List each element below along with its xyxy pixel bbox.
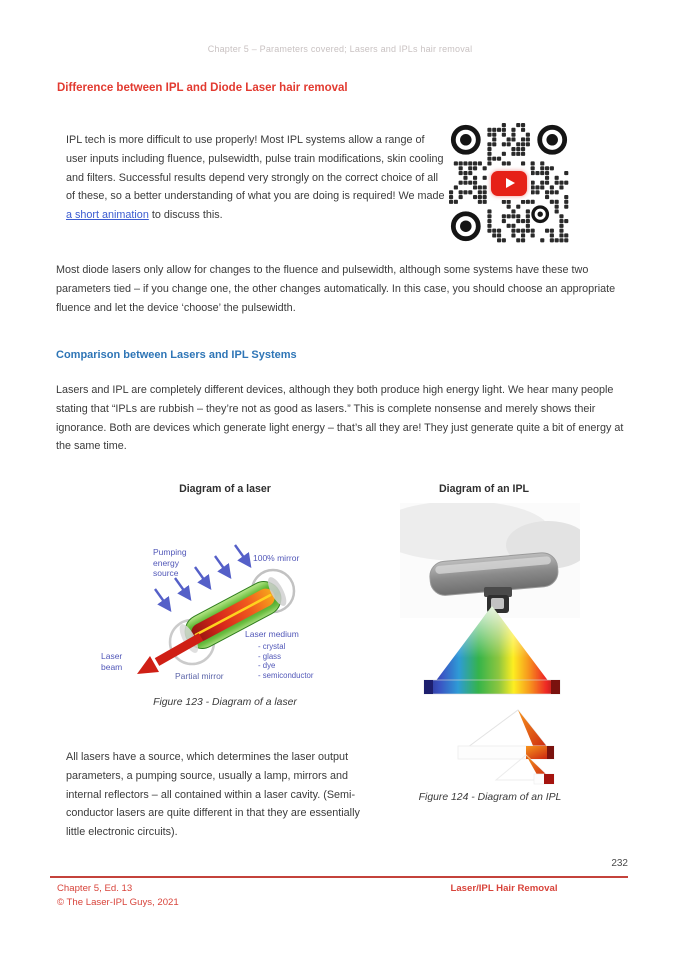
label-pumping-energy-source: Pumping energy source	[153, 547, 187, 578]
paragraph-text: to discuss this.	[148, 209, 223, 222]
paragraph-ipl-tech	[66, 131, 446, 225]
footer-divider	[50, 876, 628, 878]
label-laser-medium-items	[258, 642, 348, 680]
ipl-diagram-graphic	[400, 503, 580, 790]
laser-diagram-image	[95, 525, 345, 710]
paragraph-text: IPL tech is more difficult to use properly! Most IPL systems allow a range of user inputs including fluence, pulsewidth, pulse train modifications, skin cooling and filters. Successful results depend very strongly on the correct choice of all of these, so a better understanding of what you are doing is required! We made	[66, 134, 445, 203]
paragraph-all-lasers: All lasers have a source, which determines the laser output parameters, a pumping source, usually a lamp, mirrors and internal reflectors – all contained within a laser cavity. (Semi-conductor lasers are quite different in that they are essentially little electronic circuits).	[66, 751, 360, 839]
laser-figure-title: Diagram of a laser	[179, 483, 271, 495]
label-medium-item: - crystal	[258, 642, 286, 651]
footer-chapter: Chapter 5, Ed. 13	[57, 883, 133, 894]
paragraph-diode-lasers: Most diode lasers only allow for changes to the fluence and pulsewidth, although some systems have these two parameters tied – if you change one, the other changes automatically. In this case, you should choose an appropriate fluence and let the device ‘choose’ the pulsewidth.	[56, 264, 616, 314]
running-header: Chapter 5 – Parameters covered; Lasers and IPLs hair removal	[207, 44, 473, 54]
footer-book-title: Laser/IPL Hair Removal	[450, 883, 558, 894]
page-number: 232	[611, 858, 628, 869]
ipl-diagram-image	[400, 503, 580, 790]
label-laser-medium: Laser medium	[245, 629, 299, 639]
footer-chapter-info	[57, 882, 317, 910]
qr-code-image	[449, 123, 569, 243]
section-heading-difference: Difference between IPL and Diode Laser hair removal	[57, 82, 348, 94]
youtube-play-icon	[487, 166, 531, 200]
label-100-percent-mirror: 100% mirror	[253, 553, 300, 563]
section-heading-comparison: Comparison between Lasers and IPL Systems	[56, 349, 297, 361]
ipl-figure-title: Diagram of an IPL	[438, 483, 530, 495]
laser-figure-caption: Figure 123 - Diagram of a laser	[153, 697, 297, 708]
footer-copyright: © The Laser-IPL Guys, 2021	[57, 897, 179, 908]
short-animation-link[interactable]: a short animation	[66, 209, 149, 222]
label-partial-mirror: Partial mirror	[175, 671, 224, 681]
paragraph-lasers-vs-ipl: Lasers and IPL are completely different devices, although they both produce high energy light. We hear many people stating that “IPLs are rubbish – they’re not as good as lasers.” This is complete nonsense and merely shows their ignorance. Both are devices which generate light energy – that’s all they are! They just generate quite a bit of energy at the same time.	[56, 384, 624, 453]
label-medium-item: - dye	[258, 661, 276, 670]
ipl-figure-caption: Figure 124 - Diagram of an IPL	[418, 792, 562, 803]
label-medium-item: - glass	[258, 651, 281, 661]
label-laser-beam: Laser beam	[101, 651, 123, 672]
label-medium-item: - semiconductor	[258, 670, 314, 680]
